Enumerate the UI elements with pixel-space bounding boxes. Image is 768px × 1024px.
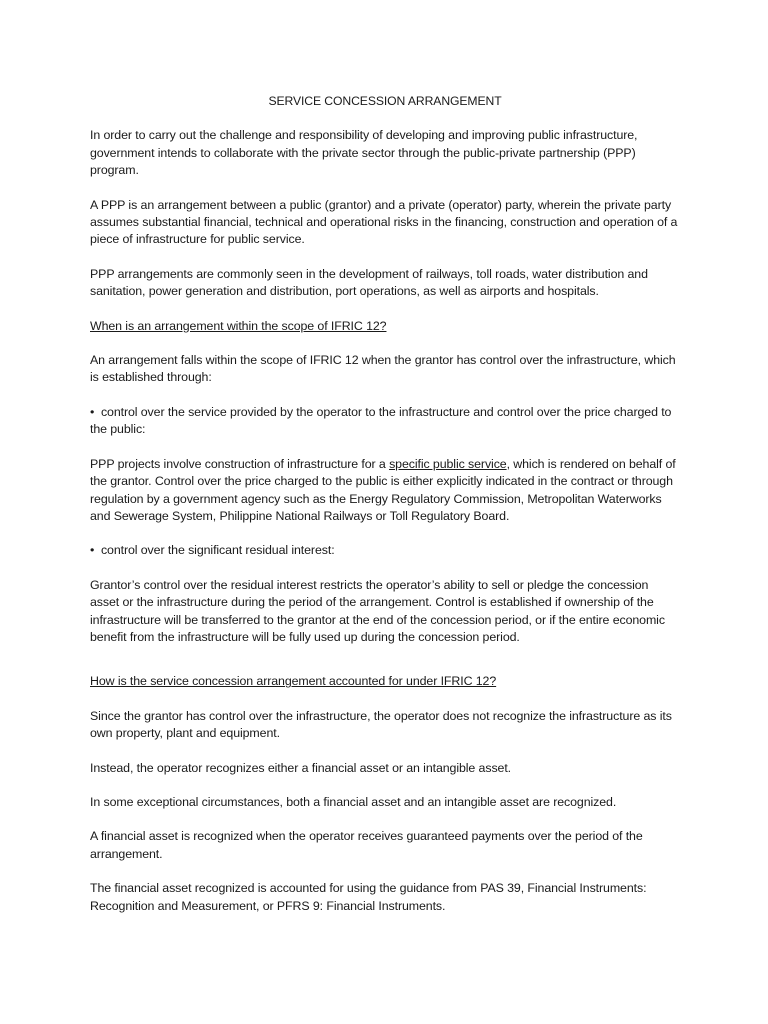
heading-accounting: How is the service concession arrangement accounted for under IFRIC 12? bbox=[90, 674, 497, 689]
document-title: SERVICE CONCESSION ARRANGEMENT bbox=[268, 94, 502, 108]
paragraph-pas39: The financial asset recognized is accounted for using the guidance from PAS 39, Financial Instruments: Recognition and Measurement, or PFRS 9: Financial Instruments. bbox=[90, 881, 647, 913]
paragraph-ppp-projects bbox=[90, 456, 680, 526]
paragraph-exceptional: In some exceptional circumstances, both a financial asset and an intangible asset are recognized. bbox=[90, 794, 617, 809]
paragraph-asset-types: Instead, the operator recognizes either a financial asset or an intangible asset. bbox=[90, 760, 512, 775]
specific-public-service-link[interactable]: specific public service bbox=[389, 456, 507, 471]
document-page bbox=[90, 93, 680, 932]
paragraph-no-ppe: Since the grantor has control over the infrastructure, the operator does not recognize the infrastructure as its own property, plant and equipment. bbox=[90, 708, 672, 741]
paragraph-ppp-examples: PPP arrangements are commonly seen in the development of railways, toll roads, water distribution and sanitation, power generation and distribution, port operations, as well as airports and hospitals. bbox=[90, 266, 648, 299]
paragraph-ppp-projects-end: , which is rendered on behalf of the grantor. Control over the price charged to the public is either explicitly indicated in the contract or through regulation by a government agency such as the Energy Regulatory Commission, Metropolitan Waterworks and Sewerage System, Philippine National Railways or Toll Regulatory Board. bbox=[90, 456, 676, 523]
paragraph-ppp-projects-start: PPP projects involve construction of infrastructure for a bbox=[90, 456, 390, 471]
bullet-control-residual: • control over the significant residual interest: bbox=[90, 542, 680, 559]
heading-scope: When is an arrangement within the scope of IFRIC 12? bbox=[90, 318, 387, 333]
bullet-control-service: • control over the service provided by the operator to the infrastructure and control over the price charged to the public: bbox=[90, 404, 680, 439]
paragraph-scope: An arrangement falls within the scope of IFRIC 12 when the grantor has control over the infrastructure, which is established through: bbox=[90, 353, 676, 385]
paragraph-financial-asset: A financial asset is recognized when the operator receives guaranteed payments over the period of the arrangement. bbox=[90, 829, 643, 861]
paragraph-residual-interest: Grantor’s control over the residual interest restricts the operator’s ability to sell or pledge the concession asset or the infrastructure during the period of the arrangement. Control is established if ownership of the infrastructure will be transferred to the grantor at the end of the concession period, or if the entire economic benefit from the infrastructure will be fully used up during the concession period. bbox=[90, 577, 665, 644]
paragraph-ppp-intro: In order to carry out the challenge and responsibility of developing and improving public infrastructure, government intends to collaborate with the private sector through the public-private partnership (PPP) program. bbox=[90, 128, 638, 178]
paragraph-ppp-definition: A PPP is an arrangement between a public (grantor) and a private (operator) party, wherein the private party assumes substantial financial, technical and operational risks in the financing, construction and operation of a piece of infrastructure for public service. bbox=[90, 197, 678, 247]
